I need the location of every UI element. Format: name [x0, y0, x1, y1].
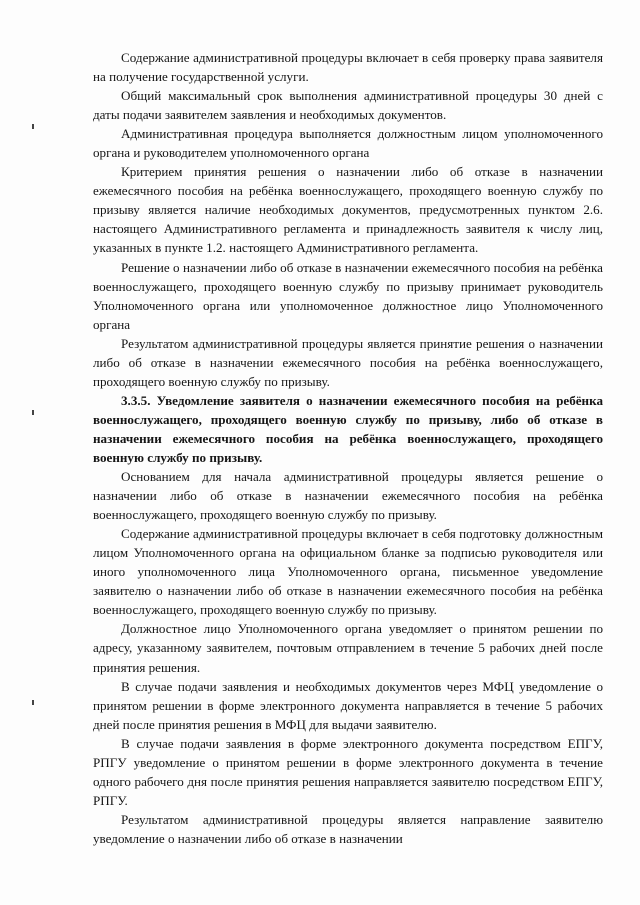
paragraph: Административная процедура выполняется должностным лицом уполномоченного органа и руководителем уполномоченного органа [93, 126, 603, 161]
section-heading: 3.3.5. Уведомление заявителя о назначении ежемесячного пособия на ребёнка военнослужащего, проходящего военную службу по призыву, либо об отказе в назначении ежемесячного пособия на ребёнка военнослужащего, проходящего военную службу по призыву. [93, 392, 603, 465]
document-page [93, 48, 603, 848]
paragraph: В случае подачи заявления в форме электронного документа посредством ЕПГУ, РПГУ уведомление о принятом решении в форме электронного документа в течение одного рабочего дня после принятия решения направляется заявителю посредством ЕПГУ, РПГУ. [93, 735, 603, 808]
margin-mark [32, 124, 34, 129]
paragraph: Результатом административной процедуры является направление заявителю уведомление о назначении либо об отказе в назначении [93, 811, 603, 846]
paragraph: Общий максимальный срок выполнения административной процедуры 30 дней с даты подачи заявителем заявления и необходимых документов. [93, 88, 603, 123]
paragraph: Решение о назначении либо об отказе в назначении ежемесячного пособия на ребёнка военнослужащего, проходящего военную службу по призыву принимает руководитель Уполномоченного органа или уполномоченное должностное лицо Уполномоченного органа [93, 259, 603, 332]
paragraph: Основанием для начала административной процедуры является решение о назначении либо об отказе в назначении ежемесячного пособия на ребёнка военнослужащего, проходящего военную службу по призыву. [93, 469, 603, 523]
paragraph: Содержание административной процедуры включает в себя подготовку должностным лицом Уполномоченного органа на официальном бланке за подписью руководителя или иного уполномоченного лица Уполномоченного органа, письменное уведомление заявителю о назначении либо об отказе в назначении ежемесячного пособия на ребёнка военнослужащего, проходящего военную службу по призыву. [93, 526, 603, 618]
margin-mark [32, 700, 34, 705]
paragraph: Критерием принятия решения о назначении либо об отказе в назначении ежемесячного пособия на ребёнка военнослужащего, проходящего военную службу по призыву является наличие необходимых документов, предусмотренных пунктом 2.6. настоящего Административного регламента и принадлежность заявителя к числу лиц, указанных в пункте 1.2. настоящего Административного регламента. [93, 164, 603, 256]
margin-mark [32, 410, 34, 415]
paragraph: Результатом административной процедуры является принятие решения о назначении либо об отказе в назначении ежемесячного пособия на ребёнка военнослужащего, проходящего военную службу по призыву. [93, 335, 603, 389]
paragraph: В случае подачи заявления и необходимых документов через МФЦ уведомление о принятом решении в форме электронного документа направляется в течение 5 рабочих дней после принятия решения в МФЦ для выдачи заявителю. [93, 678, 603, 732]
paragraph: Содержание административной процедуры включает в себя проверку права заявителя на получение государственной услуги. [93, 50, 603, 85]
paragraph: Должностное лицо Уполномоченного органа уведомляет о принятом решении по адресу, указанному заявителем, почтовым отправлением в течение 5 рабочих дней после принятия решения. [93, 621, 603, 675]
